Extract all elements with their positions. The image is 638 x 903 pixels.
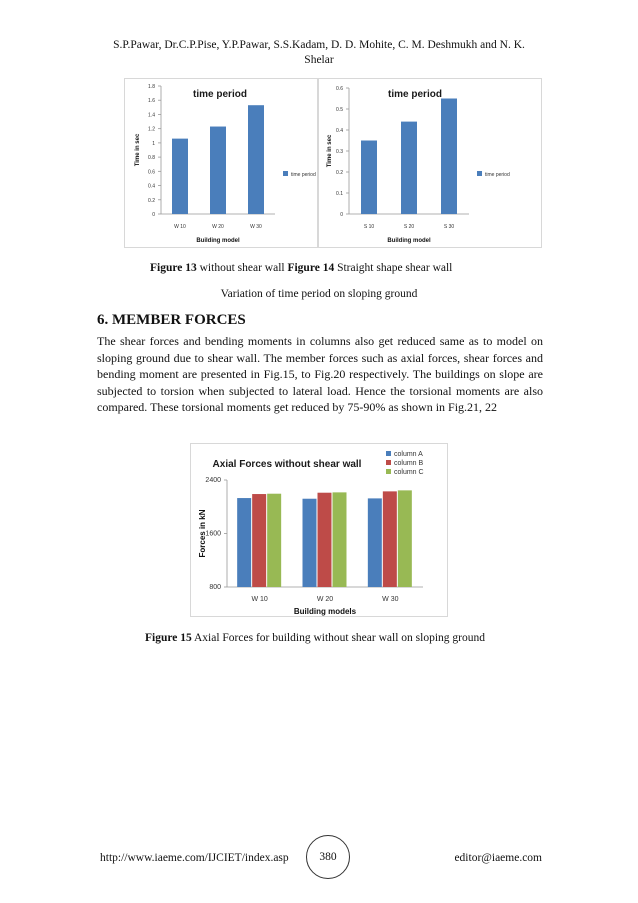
c1-bar xyxy=(441,99,457,215)
c0-chart-title: time period xyxy=(193,89,247,100)
page-header xyxy=(80,38,558,68)
c0-y-tick-label: 1 xyxy=(152,140,155,147)
fig14-label: Figure 14 xyxy=(287,262,335,274)
c2-bar xyxy=(252,494,266,587)
c2-y-tick-label: 800 xyxy=(209,584,221,591)
page-number: 380 xyxy=(306,835,350,879)
c2-bar xyxy=(237,498,251,587)
c2-bar xyxy=(267,494,281,587)
c2-bar xyxy=(303,499,317,587)
c1-bar xyxy=(401,122,417,214)
c0-legend-label: time period xyxy=(291,172,316,178)
c1-y-tick-label: 0.3 xyxy=(336,149,343,155)
c2-bar xyxy=(333,492,347,587)
c1-bar xyxy=(361,141,377,215)
c2-legend-swatch xyxy=(386,460,391,465)
c0-y-tick-label: 0.8 xyxy=(148,155,155,162)
figure-14-chart xyxy=(318,78,542,248)
c1-x-tick-label: S 10 xyxy=(363,224,375,230)
c0-bar xyxy=(210,127,226,214)
c2-y-tick-label: 2400 xyxy=(205,477,221,484)
c2-bar xyxy=(368,498,382,587)
fig13-text: without shear wall xyxy=(196,262,288,274)
c1-legend-label: time period xyxy=(485,172,510,178)
c1-y-tick-label: 0 xyxy=(340,212,343,218)
c1-chart-title: time period xyxy=(388,89,442,100)
c2-legend-swatch xyxy=(386,451,391,456)
fig15-text: Axial Forces for building without shear wall on sloping ground xyxy=(191,632,485,644)
section-title: 6. MEMBER FORCES xyxy=(97,312,246,328)
c2-y-axis-title: Forces in kN xyxy=(198,509,207,558)
c2-bar xyxy=(318,493,332,587)
c2-legend-swatch xyxy=(386,469,391,474)
figure-13-chart xyxy=(124,78,318,248)
c0-y-tick-label: 0.6 xyxy=(148,169,155,176)
c2-legend-label: column B xyxy=(394,460,424,467)
footer-url[interactable]: http://www.iaeme.com/IJCIET/index.asp xyxy=(100,852,289,864)
c2-bar xyxy=(383,491,397,587)
c0-x-axis-title: Building model xyxy=(196,238,240,244)
c0-legend-swatch xyxy=(283,171,288,176)
c1-x-axis-title: Building model xyxy=(387,238,431,244)
c2-y-tick-label: 1600 xyxy=(205,530,221,538)
authors-line-2: Shelar xyxy=(304,54,334,66)
c1-legend-swatch xyxy=(477,171,482,176)
c1-x-tick-label: S 20 xyxy=(403,224,415,230)
c0-y-tick-label: 0.4 xyxy=(148,183,155,190)
c0-y-tick-label: 0.2 xyxy=(148,197,155,204)
fig14-text: Straight shape shear wall xyxy=(334,262,453,274)
c2-x-tick-label: W 10 xyxy=(251,596,268,603)
c2-legend-label: column A xyxy=(394,451,423,458)
fig15-label: Figure 15 xyxy=(145,632,192,644)
c1-y-axis-title: Time in sec xyxy=(327,134,333,168)
subcaption: Variation of time period on sloping ground xyxy=(220,288,418,300)
c1-y-tick-label: 0.2 xyxy=(336,170,343,176)
c0-y-tick-label: 1.4 xyxy=(148,112,155,119)
caption-fig13-14 xyxy=(150,262,452,274)
authors-line-1: S.P.Pawar, Dr.C.P.Pise, Y.P.Pawar, S.S.Kadam, D. D. Mohite, C. M. Deshmukh and N. K. xyxy=(113,39,525,51)
c1-y-tick-label: 0.5 xyxy=(336,107,343,113)
fig13-label: Figure 13 xyxy=(150,262,197,274)
c0-y-tick-label: 0 xyxy=(152,212,155,218)
c2-x-tick-label: W 30 xyxy=(382,596,399,603)
c2-bar xyxy=(398,490,412,587)
c0-y-tick-label: 1.8 xyxy=(148,84,155,90)
c1-x-tick-label: S 30 xyxy=(443,224,455,230)
c0-x-tick-label: W 10 xyxy=(174,224,186,230)
figure-14-svg xyxy=(319,79,541,247)
c0-y-axis-title: Time in sec xyxy=(135,133,141,167)
c2-x-tick-label: W 20 xyxy=(316,596,334,603)
c2-x-axis-title: Building models xyxy=(293,607,357,616)
c2-chart-title: Axial Forces without shear wall xyxy=(212,459,362,470)
figure-15-svg xyxy=(191,444,447,616)
c0-x-tick-label: W 20 xyxy=(212,224,224,230)
c0-bar xyxy=(172,139,188,214)
c2-legend-label: column C xyxy=(394,469,424,476)
c0-y-tick-label: 1.6 xyxy=(148,98,155,105)
figure-15-chart xyxy=(190,443,448,617)
c1-y-tick-label: 0.6 xyxy=(336,86,343,92)
c1-y-tick-label: 0.4 xyxy=(336,128,343,134)
c0-y-tick-label: 1.2 xyxy=(148,126,155,133)
section-paragraph: The shear forces and bending moments in columns also get reduced same as to model on sloping ground due to shear wall. The member forces such as axial forces, shear forces and bending moment are presented in Fig.15, to Fig.20 respectively. The buildings on slope are subjected to torsion when subjected to lateral load. Hence the torsional moments are also compared. These torsional moments get reduced by 75-90% as shown in Fig.21, 22 xyxy=(97,334,543,415)
figure-13-svg xyxy=(125,79,317,247)
caption-fig15 xyxy=(145,632,485,644)
footer-email[interactable]: editor@iaeme.com xyxy=(454,852,542,864)
c1-y-tick-label: 0.1 xyxy=(336,191,343,197)
c0-bar xyxy=(248,105,264,214)
c0-x-tick-label: W 30 xyxy=(250,224,262,230)
